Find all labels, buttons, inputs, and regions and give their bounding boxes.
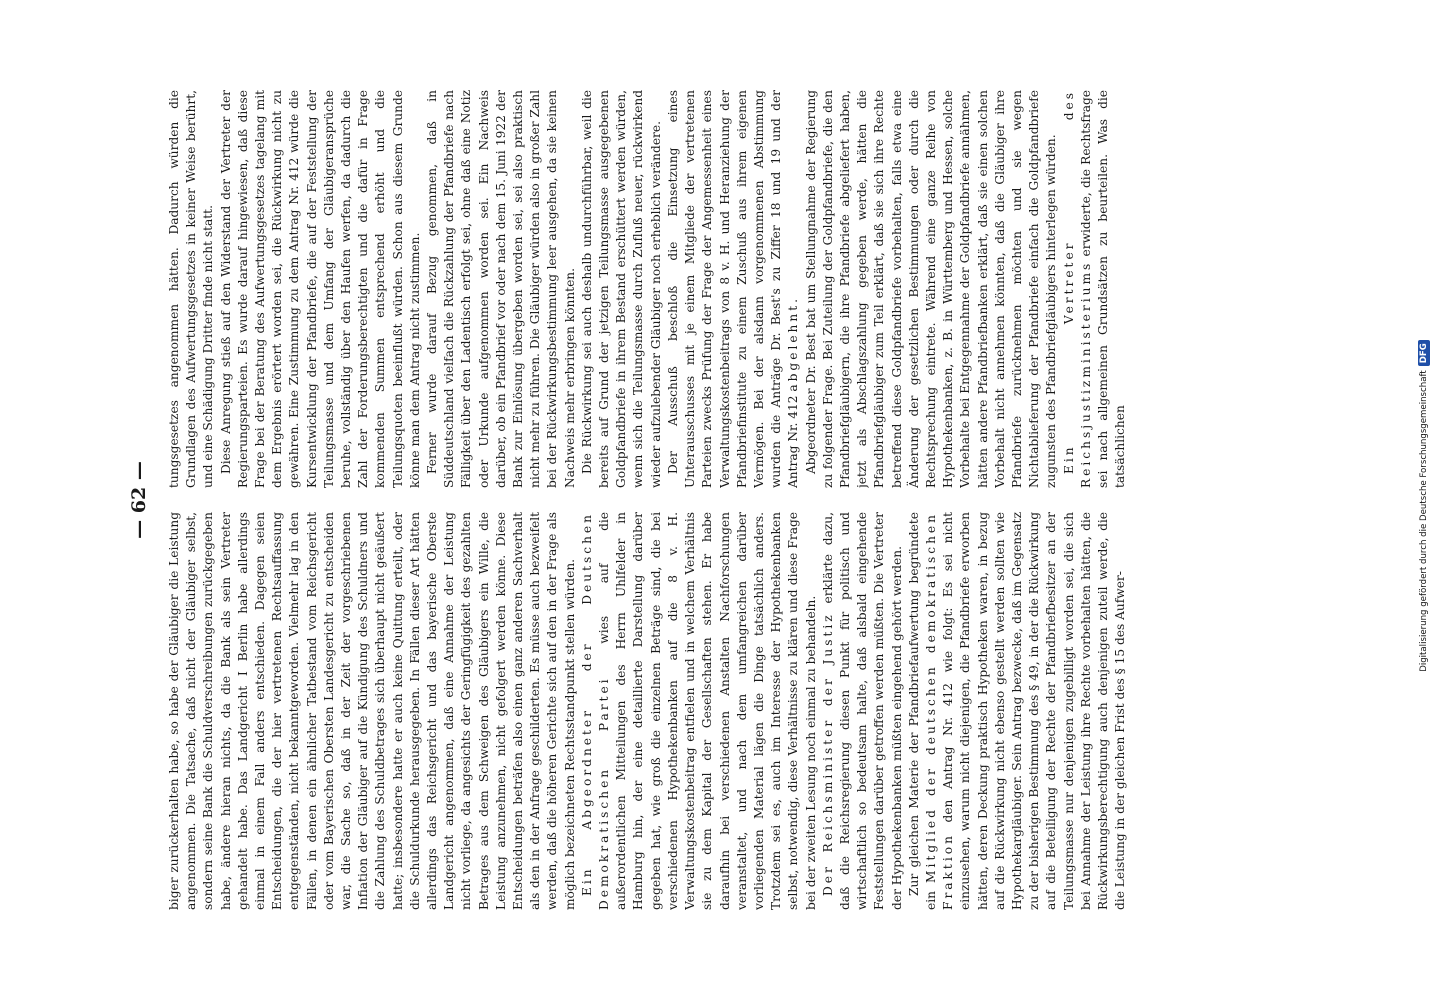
paragraph-text: Der Ausschuß beschloß die Einsetzung eines Unterausschusses mit je einem Mitgliede der vertretenen Parteien zwecks Prüfung der Frage der Angemessenheit eines Verwaltungskostenbeitrags von 8 v. H. und Heranziehung der Pfandbriefinstitute zu einem Zuschuß aus ihrem eigenen Vermögen. Bei der alsdann vorgenommenen Abstimmung wurden die Anträge Dr. Best's zu Ziffer 18 und 19 und der Antrag Nr. 412: [665, 90, 801, 488]
paragraph: Diese Anregung stieß auf den Widerstand der Vertreter der Regierungsparteien. Es wurde darauf hingewiesen, daß diese Frage bei der Beratung des Aufwertungsgesetzes tagelang mit dem Ergebnis erörtert worden sei, die Rückwirkung nicht zu gewähren. Eine Zustimmung zu dem Antrag Nr. 412 würde die Kursentwicklung der Pfandbriefe, die auf der Feststellung der Teilungsmasse und dem Umfang der Gläubigeransprüche beruhe, vollständig über den Haufen werfen, da dadurch die Zahl der Forderungsberechtigten und die dafür in Frage kommenden Summen entsprechend erhöht und die Teilungsquoten beeinflußt würden. Schon aus diesem Grunde könne man dem Antrag nicht zustimmen.: [218, 90, 422, 488]
paragraph-text: erklärte dazu, daß die Reichsregierung diesen Punkt für politisch und wirtschaftlich so bedeutsam halte, daß alsbald eingehende Feststellungen darüber getroffen werden müßten. Die Vertreter der Hypothekenbanken müßten eingehend gehört werden.: [820, 512, 904, 910]
paragraph-text: den Antrag Nr. 412 wie folgt: Es sei nicht einzusehen, warum nicht diejenigen, die Pfandbriefe erworben hätten, deren Deckung praktisch Hypotheken waren, in bezug auf die Rückwirkung nicht ebenso gestellt werden sollten wie Hypothekargläubiger. Sein Antrag bezwecke, daß im Gegensatz zu der bisherigen Bestimmung des § 49, in der die Rückwirkung auf die Beteiligung der Rechte der Pfandbriefbesitzer an der Teilungsmasse nur denjenigen zugebilligt worden sei, die sich bei Annahme der Leistung ihre Rechte vorbehalten hätten, die Rückwirkungsberechtigung auch denjenigen zuteil werde, die die Leistung in der gleichen Frist des § 15 des Aufwer-: [941, 512, 1128, 910]
speaker-label: Mitglied der deutschen demokratischen Fraktion: [923, 512, 956, 910]
right-column: [166, 90, 1306, 488]
speaker-label: Ein Vertreter des Reichsjustizministeriums: [1061, 90, 1093, 488]
paragraph: [906, 512, 1130, 910]
decision-label: abgelehnt.: [786, 295, 801, 392]
paragraph: Abgeordneter Dr. Best bat um Stellungnahme der Regierung zu folgender Frage. Bei Zuteilung der Goldpfandbriefe, die den Pfandbriefgläubigern, die ihre Pfandbriefe abgeliefert haben, jetzt als Abschlagszahlung gegeben werde, hätten die Pfandbriefgläubiger zum Teil erklärt, daß sie sich ihre Rechte betreffend diese Goldpfandbriefe vorbehalten, falls etwa eine Änderung der gesetzlichen Bestimmungen oder durch die Rechtsprechung eintrete. Während eine ganze Reihe von Hypothekenbanken, z. B. in Württemberg und Hessen, solche Vorbehalte bei Entgegennahme der Goldpfandbriefe annähmen, hätten andere Pfandbriefbanken erklärt, daß sie einen solchen Vorbehalt nicht annehmen könnten, daß die Gläubiger ihre Pfandbriefe zurücknehmen möchten und sie wegen Nichtablieferung der Pfandbriefe einfach die Goldpfandbriefe zugunsten des Pfandbriefgläubigers hinterlegen würden.: [803, 90, 1059, 488]
funding-text: Digitalisierung gefördert durch die Deutsche Forschungsgemeinschaft: [1419, 370, 1429, 672]
paragraph: [579, 512, 820, 910]
speaker-label: Der Reichsminister der Justiz: [820, 612, 835, 896]
paragraph: [820, 512, 906, 910]
text-columns: [166, 90, 1306, 910]
paragraph-text: wies auf die außerordentlichen Mitteilungen des Herrn Uhlfelder in Hamburg hin, der eine detaillierte Darstellung darüber gegeben hat, wie groß die einzelnen Beträge sind, die bei verschiedenen Hypothekenbanken auf die 8 v. H. Verwaltungskostenbeitrag entfielen und in welchem Verhältnis sie zu dem Kapital der Gesellschaften stehen. Er habe daraufhin bei verschiedenen Anstalten Nachforschungen veranstaltet, und nach dem umfangreichen darüber vorliegenden Material lägen die Dinge tatsächlich anders. Trotzdem sei es, auch im Interesse der Hypothekenbanken selbst, notwendig, diese Verhältnisse zu klären und diese Frage bei der zweiten Lesung noch einmal zu behandeln.: [597, 512, 818, 910]
paragraph: [1061, 90, 1130, 488]
rotated-page: [122, 90, 1312, 910]
paragraph: Ferner wurde darauf Bezug genommen, daß in Süddeutschland vielfach die Rückzahlung der Pfandbriefe nach Fälligkeit über den Ladentisch erfolgt sei, ohne daß eine Notiz oder Urkunde aufgenommen worden sei. Ein Nachweis darüber, ob ein Pfandbrief vor oder nach dem 15. Juni 1922 der Bank zur Einlösung übergeben worden sei, sei also praktisch nicht mehr zu führen. Die Gläubiger würden also in großer Zahl bei der Rückwirkungsbestimmung leer ausgehen, da sie keinen Nachweis mehr erbringen könnten.: [425, 90, 577, 488]
left-column: [166, 512, 1306, 910]
paragraph-text: erwiderte, die Rechtsfrage sei nach allgemeinen Grundsätzen zu beurteilen. Was die tatsächlichen: [1078, 90, 1128, 488]
paragraph: biger zurückerhalten habe, so habe der Gläubiger die Leistung angenommen. Die Tatsache, daß nicht der Gläubiger selbst, sondern seine Bank die Schuldverschreibungen zurückgegeben habe, ändere hieran nichts, da die Bank als sein Vertreter gehandelt habe. Das Landgericht I Berlin habe allerdings einmal in einem Fall anders entschieden. Dagegen seien Entscheidungen, die der hier vertretenen Rechtsauffassung entgegenständen, nicht bekanntgeworden. Vielmehr lag in den Fällen, in denen ein ähnlicher Tatbestand vom Reichsgericht oder vom Bayerischen Obersten Landesgericht zu entscheiden war, die Sache so, daß in der Zeit der vorgeschriebenen Infiation der Gläubiger auf die Kündigung des Schuldners und die Zahlung des Schuldbetrages sich überhaupt nicht geäußert hatte; insbesondere hatte er auch keine Quittung erteilt, oder die Schuldurkunde herausgegeben. In Fällen dieser Art hätten allerdings das Reichsgericht und das bayerische Oberste Landgericht angenommen, daß eine Annahme der Leistung nicht vorliege, da angesichts der Geringfügigkeit des gezahlten Betrages aus dem Schweigen des Gläubigers ein Wille, die Leistung anzunehmen, nicht gefolgert werden könne. Diese Entscheidungen beträfen also einen ganz anderen Sachverhalt als den in der Anfrage geschilderten. Es müsse auch bezweifelt werden, daß die höheren Gerichte sich auf den in der Frage als möglich bezeichneten Rechtsstandpunkt stellen würden.: [167, 512, 577, 910]
dfg-logo: DFG: [1418, 340, 1430, 366]
paragraph-text: Zur gleichen Materie der Pfandbriefaufwertung begründete ein: [906, 512, 938, 910]
paragraph: [665, 90, 803, 488]
page-number: — 62 —: [128, 461, 150, 539]
digitization-note: [1416, 10, 1432, 990]
paragraph: Die Rückwirkung sei auch deshalb undurchführbar, weil die bereits auf Grund der jetzigen Teilungsmasse ausgegebenen Goldpfandbriefe in ihrem Bestand erschüttert werden würden, wenn sich die Teilungsmasse durch Zufluß neuer, rückwirkend wieder aufzulebender Gläubiger noch erheblich verändere.: [579, 90, 663, 488]
digitization-note-text: [1418, 16, 1430, 996]
speaker-label: Ein Abgeordneter der Deutschen Demokratischen Partei: [579, 512, 612, 910]
paragraph: tungsgesetzes angenommen hätten. Dadurch würden die Grundlagen des Aufwertungsgesetzes in keiner Weise berührt, und eine Schädigung Dritter finde nicht statt.: [167, 90, 216, 488]
